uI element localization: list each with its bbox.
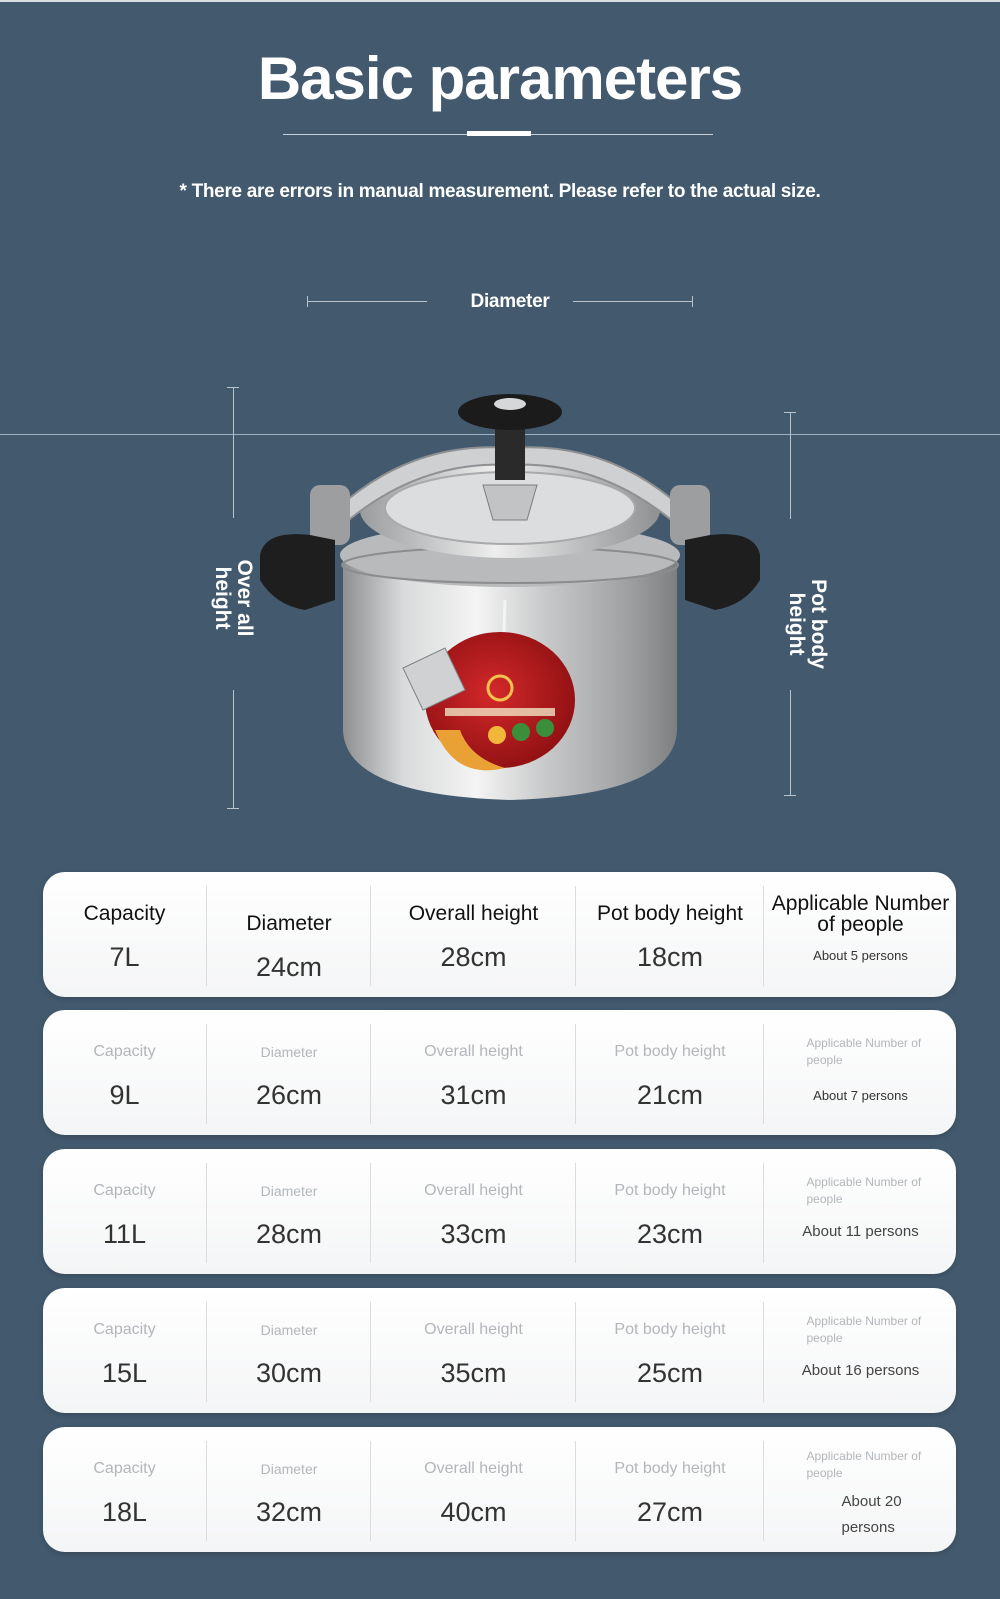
pot-body-height-line-top bbox=[790, 412, 791, 519]
capacity-value: 18L bbox=[101, 1497, 148, 1527]
overall-height-header: Overall height bbox=[424, 1321, 523, 1338]
people-value: About 7 persons bbox=[813, 1088, 908, 1103]
capacity-value: 11L bbox=[102, 1219, 147, 1249]
people-value: About 20 persons bbox=[841, 1493, 902, 1536]
spec-row-11l bbox=[43, 1149, 956, 1274]
pot-body-height-value: 27cm bbox=[636, 1497, 704, 1527]
diameter-header: Diameter bbox=[260, 1461, 318, 1477]
overall-height-value: 31cm bbox=[440, 1080, 507, 1110]
overall-height-value: 35cm bbox=[440, 1358, 507, 1388]
diameter-tick-right bbox=[692, 296, 693, 307]
pot-body-height-header: Pot body height bbox=[614, 1460, 726, 1477]
diameter-line-right bbox=[573, 301, 693, 302]
pot-body-height-tick-bottom bbox=[784, 795, 796, 796]
capacity-header: Capacity bbox=[93, 1182, 156, 1199]
diameter-value: 26cm bbox=[255, 1080, 323, 1110]
capacity-header: Capacity bbox=[83, 902, 166, 925]
pot-body-height-header: Pot body height bbox=[614, 1321, 726, 1338]
diameter-header: Diameter bbox=[260, 1322, 318, 1338]
spec-row-18l bbox=[43, 1427, 956, 1552]
pressure-cooker-image bbox=[255, 390, 765, 820]
diameter-header: Diameter bbox=[246, 912, 332, 935]
people-header: Applicable Number of people bbox=[806, 1314, 922, 1345]
overall-height-header: Overall height bbox=[424, 1460, 523, 1477]
diameter-line-left bbox=[307, 301, 427, 302]
pot-body-height-header: Pot body height bbox=[614, 1043, 726, 1060]
people-value: About 11 persons bbox=[802, 1223, 919, 1240]
spec-row-9l bbox=[43, 1010, 956, 1135]
pot-body-height-line-bottom bbox=[790, 690, 791, 795]
people-value: About 5 persons bbox=[813, 948, 908, 963]
pot-body-height-value: 18cm bbox=[636, 942, 704, 972]
people-header: Applicable Number of people bbox=[806, 1449, 922, 1480]
overall-height-header: Overall height bbox=[408, 902, 539, 925]
overall-height-value: 33cm bbox=[440, 1219, 507, 1249]
pot-body-height-value: 23cm bbox=[636, 1219, 704, 1249]
overall-height-line-bottom bbox=[233, 690, 234, 808]
pot-body-height-value: 25cm bbox=[636, 1358, 704, 1388]
people-value: About 16 persons bbox=[801, 1362, 920, 1379]
overall-height-value: 28cm bbox=[440, 942, 507, 972]
pot-body-height-label: Pot body height bbox=[785, 579, 830, 669]
capacity-value: 15L bbox=[101, 1358, 148, 1388]
diameter-value: 28cm bbox=[255, 1219, 323, 1249]
top-border bbox=[0, 0, 1000, 2]
people-header: Applicable Number of people bbox=[806, 1175, 922, 1206]
measurement-note: * There are errors in manual measurement. Please refer to the actual size. bbox=[179, 181, 821, 202]
people-header: Applicable Number of people bbox=[806, 1036, 922, 1067]
spec-row-7l bbox=[43, 872, 956, 997]
overall-height-value: 40cm bbox=[440, 1497, 507, 1527]
page-title: Basic parameters bbox=[257, 45, 743, 112]
diameter-header: Diameter bbox=[260, 1044, 318, 1060]
overall-height-line-top bbox=[233, 387, 234, 518]
pot-body-height-value: 21cm bbox=[636, 1080, 704, 1110]
diameter-value: 24cm bbox=[255, 952, 323, 982]
people-header: Applicable Number of people bbox=[771, 892, 950, 936]
capacity-header: Capacity bbox=[93, 1043, 156, 1060]
capacity-value: 7L bbox=[109, 942, 140, 972]
overall-height-header: Overall height bbox=[424, 1182, 523, 1199]
diameter-value: 32cm bbox=[255, 1497, 323, 1527]
diameter-label: Diameter bbox=[470, 291, 550, 312]
overall-height-tick-bottom bbox=[227, 808, 239, 809]
pot-body-height-header: Pot body height bbox=[614, 1182, 726, 1199]
diameter-header: Diameter bbox=[260, 1183, 318, 1199]
title-underline-accent bbox=[467, 131, 531, 136]
diameter-tick-left bbox=[307, 296, 308, 307]
overall-height-header: Overall height bbox=[424, 1043, 523, 1060]
overall-height-label: Over all height bbox=[211, 559, 256, 637]
capacity-header: Capacity bbox=[93, 1460, 156, 1477]
spec-row-15l bbox=[43, 1288, 956, 1413]
pot-body-height-header: Pot body height bbox=[597, 902, 743, 925]
capacity-value: 9L bbox=[109, 1080, 140, 1110]
diameter-value: 30cm bbox=[255, 1358, 323, 1388]
capacity-header: Capacity bbox=[93, 1321, 156, 1338]
